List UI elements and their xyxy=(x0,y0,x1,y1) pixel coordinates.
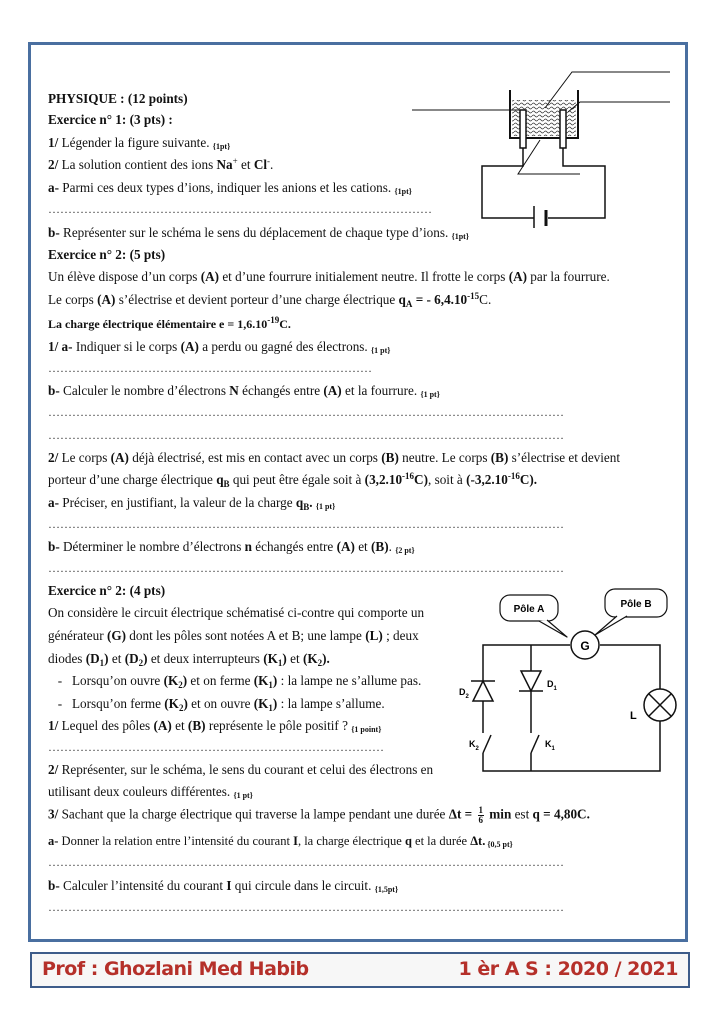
ex3-qb: b- Calculer l’intensité du courant I qui circule dans le circuit. {1,5pt} xyxy=(48,878,399,894)
ex3-q3: 3/ Sachant que la charge électrique qui traverse la lampe pendant une durée Δt = $\frac{1}{6}$ min est q = 4,80C. xyxy=(48,805,590,825)
ex2-charge: La charge électrique élémentaire $e = 1,6.10^{-19}C$. xyxy=(48,315,291,331)
ex1-title: Exercice n° 1: (3 pts) : xyxy=(48,112,173,127)
ex3-p3: diodes $(D_1)$ et $(D_2)$ et deux interrupteurs $(K_1)$ et $(K_2)$. xyxy=(48,651,330,668)
footer-banner xyxy=(30,952,690,988)
ex2-q1a: 1/ a- Indiquer si le corps (A) a perdu ou gagné des électrons. {1 pt} xyxy=(48,339,391,355)
ex3-title: Exercice n° 2: (4 pts) xyxy=(48,583,166,598)
fraction: $\frac{1}{6}$ xyxy=(478,805,483,825)
ex2-q2a: a- Préciser, en justifiant, la valeur de la charge $q_B$. {1 pt} xyxy=(48,495,336,512)
section-title: PHYSIQUE : (12 points) xyxy=(48,91,188,106)
author: Prof : Ghozlani Med Habib xyxy=(42,958,309,980)
electrode-left xyxy=(520,110,526,148)
ex1-q1: 1/ Légender la figure suivante. {1pt} xyxy=(48,135,231,151)
answer-line: ………………………………………………………………………………………………………………… xyxy=(48,900,564,914)
wire-right xyxy=(548,148,605,218)
answer-line: ………………………………………………………………………………………………………………… xyxy=(48,405,564,419)
answer-line: …………………………………………………………………………………… xyxy=(48,202,432,216)
label-line xyxy=(568,102,670,112)
ex2-intro2: Le corps (A) s’électrise et devient porteur d’une charge électrique $q_A$ = - $6,4.10^{-15}C$. xyxy=(48,291,492,309)
label-line xyxy=(518,140,580,174)
d1-label: $D_1$ xyxy=(547,679,557,692)
diode-d1 xyxy=(519,671,543,691)
answer-line: ………………………………………………………………………………………………………………… xyxy=(48,561,564,575)
ex1-qa: a- Parmi ces deux types d’ions, indiquer les anions et les cations. {1pt} xyxy=(48,180,412,196)
generator-label: G xyxy=(580,639,590,653)
k1-label: $K_1$ xyxy=(545,739,555,752)
ex3-bullet2: - Lorsqu’on ferme $(K_2)$ et on ouvre $(K_1)$ : la lampe s’allume. xyxy=(57,696,385,713)
svg-text:Pôle B: Pôle B xyxy=(620,599,652,610)
k2-label: $K_2$ xyxy=(469,739,479,752)
ex2-q2b: b- Déterminer le nombre d’électrons n échangés entre (A) et (B). {2 pt} xyxy=(48,539,415,555)
answer-line: ………………………………………………………………………………………………………………… xyxy=(48,517,564,531)
answer-line: ………………………………………………………………………… xyxy=(48,740,384,754)
lamp xyxy=(644,689,676,721)
ex3-q2: 2/ Représenter, sur le schéma, le sens du courant et celui des électrons en xyxy=(48,762,434,777)
ex2-q2-line2: porteur d’une charge électrique $q_B$ qui peut être égale soit à $(3,2.10^{-16}C)$, soit à $(-3,2.10^{-16}C)$. xyxy=(48,471,538,489)
pole-b-callout xyxy=(595,589,667,635)
ex1-q2: 2/ La solution contient des ions Na+ et Cl-. xyxy=(48,156,274,172)
ex3-q1: 1/ Lequel des pôles (A) et (B) représente le pôle positif ? {1 point} xyxy=(48,718,382,734)
d2-label: $D_2$ xyxy=(459,687,469,700)
circuit-diagram xyxy=(455,585,685,780)
answer-line: ………………………………………………………………………………………………………………… xyxy=(48,855,564,869)
circuit-wire xyxy=(483,645,660,771)
ex2-intro1: Un élève dispose d’un corps (A) et d’une fourrure initialement neutre. Il frotte le corps (A) par la fourrure. xyxy=(48,269,610,284)
ex3-q2-line2: utilisant deux couleurs différentes. {1 pt} xyxy=(48,784,253,800)
svg-text:Pôle A: Pôle A xyxy=(513,604,545,615)
pole-a-callout xyxy=(500,595,567,637)
answer-line: ………………………………………………………………………………………………………………… xyxy=(48,428,564,442)
ex3-bullet1: - Lorsqu’on ouvre $(K_2)$ et on ferme $(K_1)$ : la lampe ne s’allume pas. xyxy=(57,673,422,690)
electrode-right xyxy=(560,110,566,148)
switch-k1 xyxy=(527,733,539,753)
switch-k2 xyxy=(479,733,491,753)
answer-line: ……………………………………………………………………… xyxy=(48,361,372,375)
ex3-p2: générateur (G) dont les pôles sont notées A et B; une lampe (L) ; deux xyxy=(48,628,419,643)
wire-left xyxy=(482,148,534,218)
ex3-qa: a- Donner la relation entre l’intensité du courant I, la charge électrique q et la durée Δt. {0,5 pt} xyxy=(48,834,513,849)
ex2-title: Exercice n° 2: (5 pts) xyxy=(48,247,166,262)
diode-d2 xyxy=(471,681,495,701)
ex2-q2-line1: 2/ Le corps (A) déjà électrisé, est mis en contact avec un corps (B) neutre. Le corps (B) s’électrise et devient xyxy=(48,450,621,465)
ex2-q1b: b- Calculer le nombre d’électrons N échangés entre (A) et la fourrure. {1 pt} xyxy=(48,383,440,399)
lamp-label: L xyxy=(630,710,637,722)
school-year: 1 èr A S : 2020 / 2021 xyxy=(458,958,678,980)
electrolysis-diagram xyxy=(400,62,680,232)
ex3-p1: On considère le circuit électrique schématisé ci-contre qui comporte un xyxy=(48,605,425,620)
ex1-qb: b- Représenter sur le schéma le sens du déplacement de chaque type d’ions. {1pt} xyxy=(48,225,469,241)
